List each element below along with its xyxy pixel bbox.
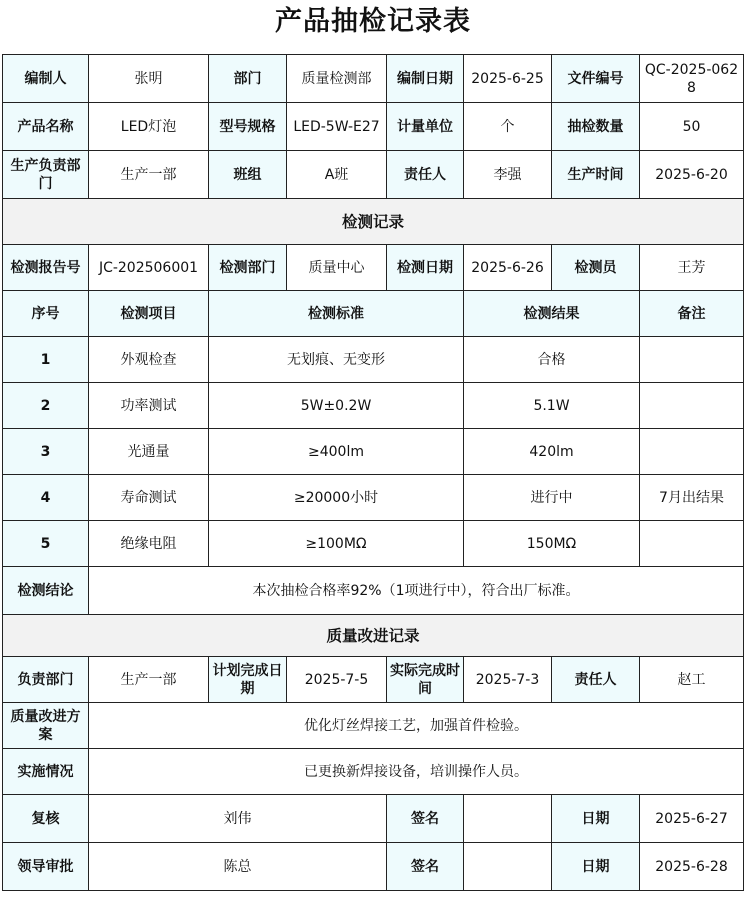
leader-value: 陈总 bbox=[89, 843, 387, 891]
leader-date-value: 2025-6-28 bbox=[640, 843, 744, 891]
report-no-value: JC-202506001 bbox=[89, 245, 209, 291]
row-item: 光通量 bbox=[89, 429, 209, 475]
row-item: 绝缘电阻 bbox=[89, 521, 209, 567]
leader-date-label: 日期 bbox=[552, 843, 640, 891]
table-row bbox=[3, 521, 744, 567]
sample-qty-label: 抽检数量 bbox=[552, 103, 640, 151]
inspection-info-row bbox=[3, 245, 744, 291]
col-header-item: 检测项目 bbox=[89, 291, 209, 337]
model-label: 型号规格 bbox=[209, 103, 287, 151]
plan-label: 质量改进方案 bbox=[3, 703, 89, 749]
row-item: 外观检查 bbox=[89, 337, 209, 383]
leader-label: 领导审批 bbox=[3, 843, 89, 891]
row-standard: ≥100MΩ bbox=[209, 521, 464, 567]
row-note bbox=[640, 521, 744, 567]
row-no: 2 bbox=[3, 383, 89, 429]
inspection-section-row bbox=[3, 199, 744, 245]
row-no: 5 bbox=[3, 521, 89, 567]
plan-date-label: 计划完成日期 bbox=[209, 657, 287, 703]
prod-time-value: 2025-6-20 bbox=[640, 151, 744, 199]
review-date-label: 日期 bbox=[552, 795, 640, 843]
table-row bbox=[3, 337, 744, 383]
conclusion-value: 本次抽检合格率92%（1项进行中），符合出厂标准。 bbox=[89, 567, 744, 615]
owner-value: 李强 bbox=[464, 151, 552, 199]
review-sign-label: 签名 bbox=[387, 795, 464, 843]
actual-date-label: 实际完成时间 bbox=[387, 657, 464, 703]
page-title: 产品抽检记录表 bbox=[275, 6, 471, 37]
inspect-dept-value: 质量中心 bbox=[287, 245, 387, 291]
row-item: 功率测试 bbox=[89, 383, 209, 429]
inspection-section-title: 检测记录 bbox=[3, 199, 744, 245]
row-result: 合格 bbox=[464, 337, 640, 383]
resp-dept-value: 生产一部 bbox=[89, 657, 209, 703]
conclusion-label: 检测结论 bbox=[3, 567, 89, 615]
review-date-value: 2025-6-27 bbox=[640, 795, 744, 843]
row-note: 7月出结果 bbox=[640, 475, 744, 521]
unit-value: 个 bbox=[464, 103, 552, 151]
row-standard: ≥400lm bbox=[209, 429, 464, 475]
compile-date-value: 2025-6-25 bbox=[464, 55, 552, 103]
inspection-record-table bbox=[2, 54, 744, 891]
table-row bbox=[3, 429, 744, 475]
inspect-date-label: 检测日期 bbox=[387, 245, 464, 291]
department-label: 部门 bbox=[209, 55, 287, 103]
row-note bbox=[640, 383, 744, 429]
compiler-label: 编制人 bbox=[3, 55, 89, 103]
conclusion-row bbox=[3, 567, 744, 615]
table-row bbox=[3, 383, 744, 429]
inspection-column-header-row bbox=[3, 291, 744, 337]
row-no: 1 bbox=[3, 337, 89, 383]
sample-qty-value: 50 bbox=[640, 103, 744, 151]
row-item: 寿命测试 bbox=[89, 475, 209, 521]
review-row bbox=[3, 795, 744, 843]
prod-head-label: 生产负责部门 bbox=[3, 151, 89, 199]
col-header-no: 序号 bbox=[3, 291, 89, 337]
row-note bbox=[640, 337, 744, 383]
row-no: 3 bbox=[3, 429, 89, 475]
info-row-2 bbox=[3, 103, 744, 151]
impl-label: 实施情况 bbox=[3, 749, 89, 795]
team-value: A班 bbox=[287, 151, 387, 199]
prod-time-label: 生产时间 bbox=[552, 151, 640, 199]
product-name-value: LED灯泡 bbox=[89, 103, 209, 151]
inspect-date-value: 2025-6-26 bbox=[464, 245, 552, 291]
leader-sign-value[interactable] bbox=[464, 843, 552, 891]
actual-date-value: 2025-7-3 bbox=[464, 657, 552, 703]
row-standard: ≥20000小时 bbox=[209, 475, 464, 521]
inspector-value: 王芳 bbox=[640, 245, 744, 291]
review-label: 复核 bbox=[3, 795, 89, 843]
leader-sign-label: 签名 bbox=[387, 843, 464, 891]
department-value: 质量检测部 bbox=[287, 55, 387, 103]
row-no: 4 bbox=[3, 475, 89, 521]
inspect-dept-label: 检测部门 bbox=[209, 245, 287, 291]
improve-owner-value: 赵工 bbox=[640, 657, 744, 703]
info-row-1 bbox=[3, 55, 744, 103]
row-result: 5.1W bbox=[464, 383, 640, 429]
info-row-3 bbox=[3, 151, 744, 199]
prod-head-value: 生产一部 bbox=[89, 151, 209, 199]
row-standard: 无划痕、无变形 bbox=[209, 337, 464, 383]
improvement-section-title: 质量改进记录 bbox=[3, 615, 744, 657]
product-name-label: 产品名称 bbox=[3, 103, 89, 151]
row-result: 420lm bbox=[464, 429, 640, 475]
row-note bbox=[640, 429, 744, 475]
team-label: 班组 bbox=[209, 151, 287, 199]
doc-no-label: 文件编号 bbox=[552, 55, 640, 103]
row-result: 进行中 bbox=[464, 475, 640, 521]
compile-date-label: 编制日期 bbox=[387, 55, 464, 103]
row-result: 150MΩ bbox=[464, 521, 640, 567]
resp-dept-label: 负责部门 bbox=[3, 657, 89, 703]
review-sign-value[interactable] bbox=[464, 795, 552, 843]
table-row bbox=[3, 475, 744, 521]
leader-approval-row bbox=[3, 843, 744, 891]
owner-label: 责任人 bbox=[387, 151, 464, 199]
col-header-result: 检测结果 bbox=[464, 291, 640, 337]
improvement-plan-row bbox=[3, 703, 744, 749]
improvement-info-row bbox=[3, 657, 744, 703]
model-value: LED-5W-E27 bbox=[287, 103, 387, 151]
col-header-standard: 检测标准 bbox=[209, 291, 464, 337]
improve-owner-label: 责任人 bbox=[552, 657, 640, 703]
compiler-value: 张明 bbox=[89, 55, 209, 103]
reviewer-value: 刘伟 bbox=[89, 795, 387, 843]
plan-date-value: 2025-7-5 bbox=[287, 657, 387, 703]
report-no-label: 检测报告号 bbox=[3, 245, 89, 291]
improvement-section-row bbox=[3, 615, 744, 657]
col-header-note: 备注 bbox=[640, 291, 744, 337]
inspector-label: 检测员 bbox=[552, 245, 640, 291]
implementation-row bbox=[3, 749, 744, 795]
doc-no-value: QC-2025-0628 bbox=[640, 55, 744, 103]
unit-label: 计量单位 bbox=[387, 103, 464, 151]
plan-value: 优化灯丝焊接工艺，加强首件检验。 bbox=[89, 703, 744, 749]
impl-value: 已更换新焊接设备，培训操作人员。 bbox=[89, 749, 744, 795]
row-standard: 5W±0.2W bbox=[209, 383, 464, 429]
